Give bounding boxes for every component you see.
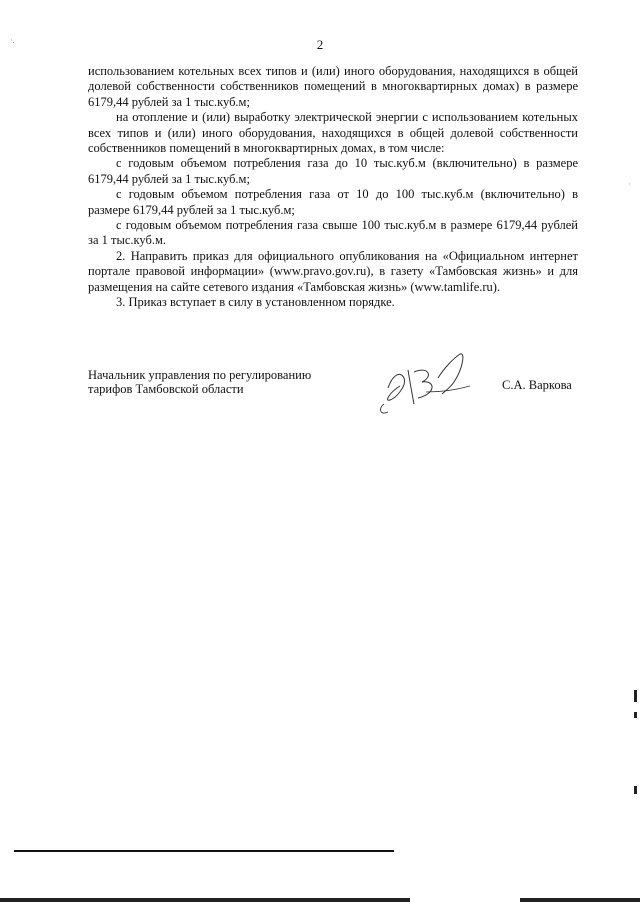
scan-edge-gap — [410, 898, 520, 902]
signer-name: С.А. Варкова — [502, 378, 572, 392]
scan-edge-mark — [634, 786, 637, 794]
paragraph-continued: использованием котельных всех типов и (или) иного оборудования, находящихся в общей долевой собственности собственников помещений в многоквартирных домах) в размере 6179,44 рублей за 1 тыс.куб.м; — [88, 64, 578, 109]
signer-title-line-1: Начальник управления по регулированию — [88, 368, 312, 382]
paragraph-tier-up-to-10: с годовым объемом потребления газа до 10 тыс.куб.м (включительно) в размере 6179,44 рублей за 1 тыс.куб.м; — [88, 156, 578, 186]
scan-edge-mark — [634, 690, 637, 702]
paragraph-tier-over-100: с годовым объемом потребления газа свыше 100 тыс.куб.м в размере 6179,44 рублей за 1 тыс.куб.м. — [88, 218, 578, 248]
signer-title-line-2: тарифов Тамбовской области — [88, 382, 244, 396]
page-number: 2 — [316, 37, 324, 52]
paragraph-effective: 3. Приказ вступает в силу в установленном порядке. — [116, 295, 395, 310]
scan-edge-bar — [0, 898, 640, 902]
signer-title — [88, 368, 311, 396]
scan-edge-mark — [634, 712, 637, 718]
paragraph-tier-10-to-100: с годовым объемом потребления газа от 10 до 100 тыс.куб.м (включительно) в размере 6179,44 рублей за 1 тыс.куб.м; — [88, 187, 578, 217]
scan-speck: · — [628, 180, 631, 189]
scan-speck: ·. — [10, 36, 15, 45]
divider-rule — [14, 850, 394, 852]
document-body — [88, 64, 578, 311]
paragraph-heating: на отопление и (или) выработку электрической энергии с использованием котельных всех типов и (или) иного оборудования, находящихся в общей долевой собственности собственников помещений в многоквартирных домах, в том числе: — [88, 110, 578, 156]
paragraph-publication: 2. Направить приказ для официального опубликования на «Официальном интернет портале правовой информации» (www.pravo.gov.ru), в газету «Тамбовская жизнь» и для размещения на сайте сетевого издания «Тамбовская жизнь» (www.tamlife.ru). — [88, 248, 578, 294]
handwritten-signature — [370, 348, 480, 420]
